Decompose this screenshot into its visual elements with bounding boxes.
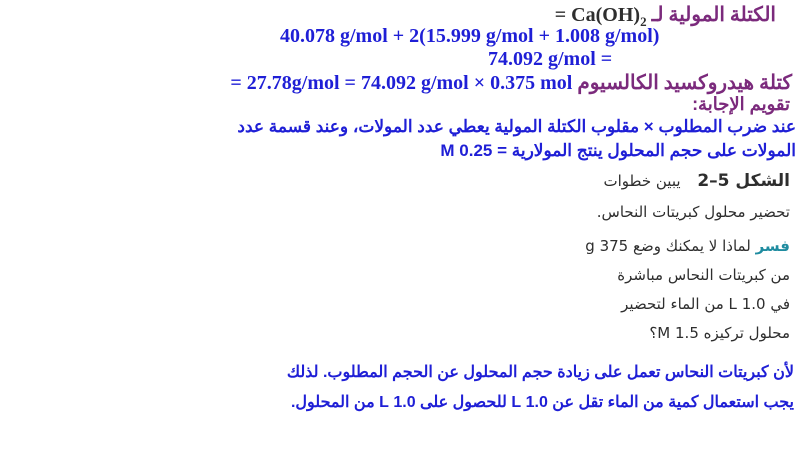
calc-line-3 [230, 70, 792, 95]
answer-line-1: لأن كبريتات النحاس تعمل على زيادة حجم المحلول عن الحجم المطلوب. لذلك [286, 364, 794, 381]
question-text-1: لماذا لا يمكنك وضع 375 g [585, 237, 751, 255]
calc-line-2: 74.092 g/mol = [488, 48, 613, 70]
molar-mass-label: الكتلة المولية لـ [651, 4, 776, 26]
calc-line-1: 40.078 g/mol + 2(15.999 g/mol + 1.008 g/mol) [280, 25, 660, 47]
figure-caption-title: الشكل 5–2 [697, 171, 790, 191]
question-line-3: في 1.0 L من الماء لتحضير [621, 295, 790, 313]
question-line-1 [585, 237, 790, 255]
figure-caption-line-2: تحضير محلول كبريتات النحاس. [596, 203, 790, 221]
evaluate-text-2: المولات على حجم المحلول ينتج المولارية = 0.25 M [440, 141, 796, 160]
figure-caption-title-line [604, 171, 791, 191]
calcium-hydroxide-mass-expr: = 27.78g/mol = 74.092 g/mol × 0.375 mol [230, 72, 573, 94]
evaluate-text-1: عند ضرب المطلوب × مقلوب الكتلة المولية يعطي عدد المولات، وعند قسمة عدد [237, 117, 796, 136]
question-line-4: محلول تركيزه 1.5 M؟ [649, 324, 790, 342]
calcium-hydroxide-mass-label: كتلة هيدروكسيد الكالسيوم [577, 72, 792, 94]
molar-mass-formula: = $Ca(OH)_2$ [554, 4, 647, 29]
answer-line-2: يجب استعمال كمية من الماء تقل عن 1.0 L للحصول على 1.0 L من المحلول. [290, 394, 794, 411]
question-keyword: فسر [755, 237, 790, 255]
evaluate-heading: تقويم الإجابة: [692, 94, 790, 114]
question-line-2: من كبريتات النحاس مباشرة [617, 266, 790, 284]
figure-caption-line-1: يبين خطوات [603, 172, 681, 190]
